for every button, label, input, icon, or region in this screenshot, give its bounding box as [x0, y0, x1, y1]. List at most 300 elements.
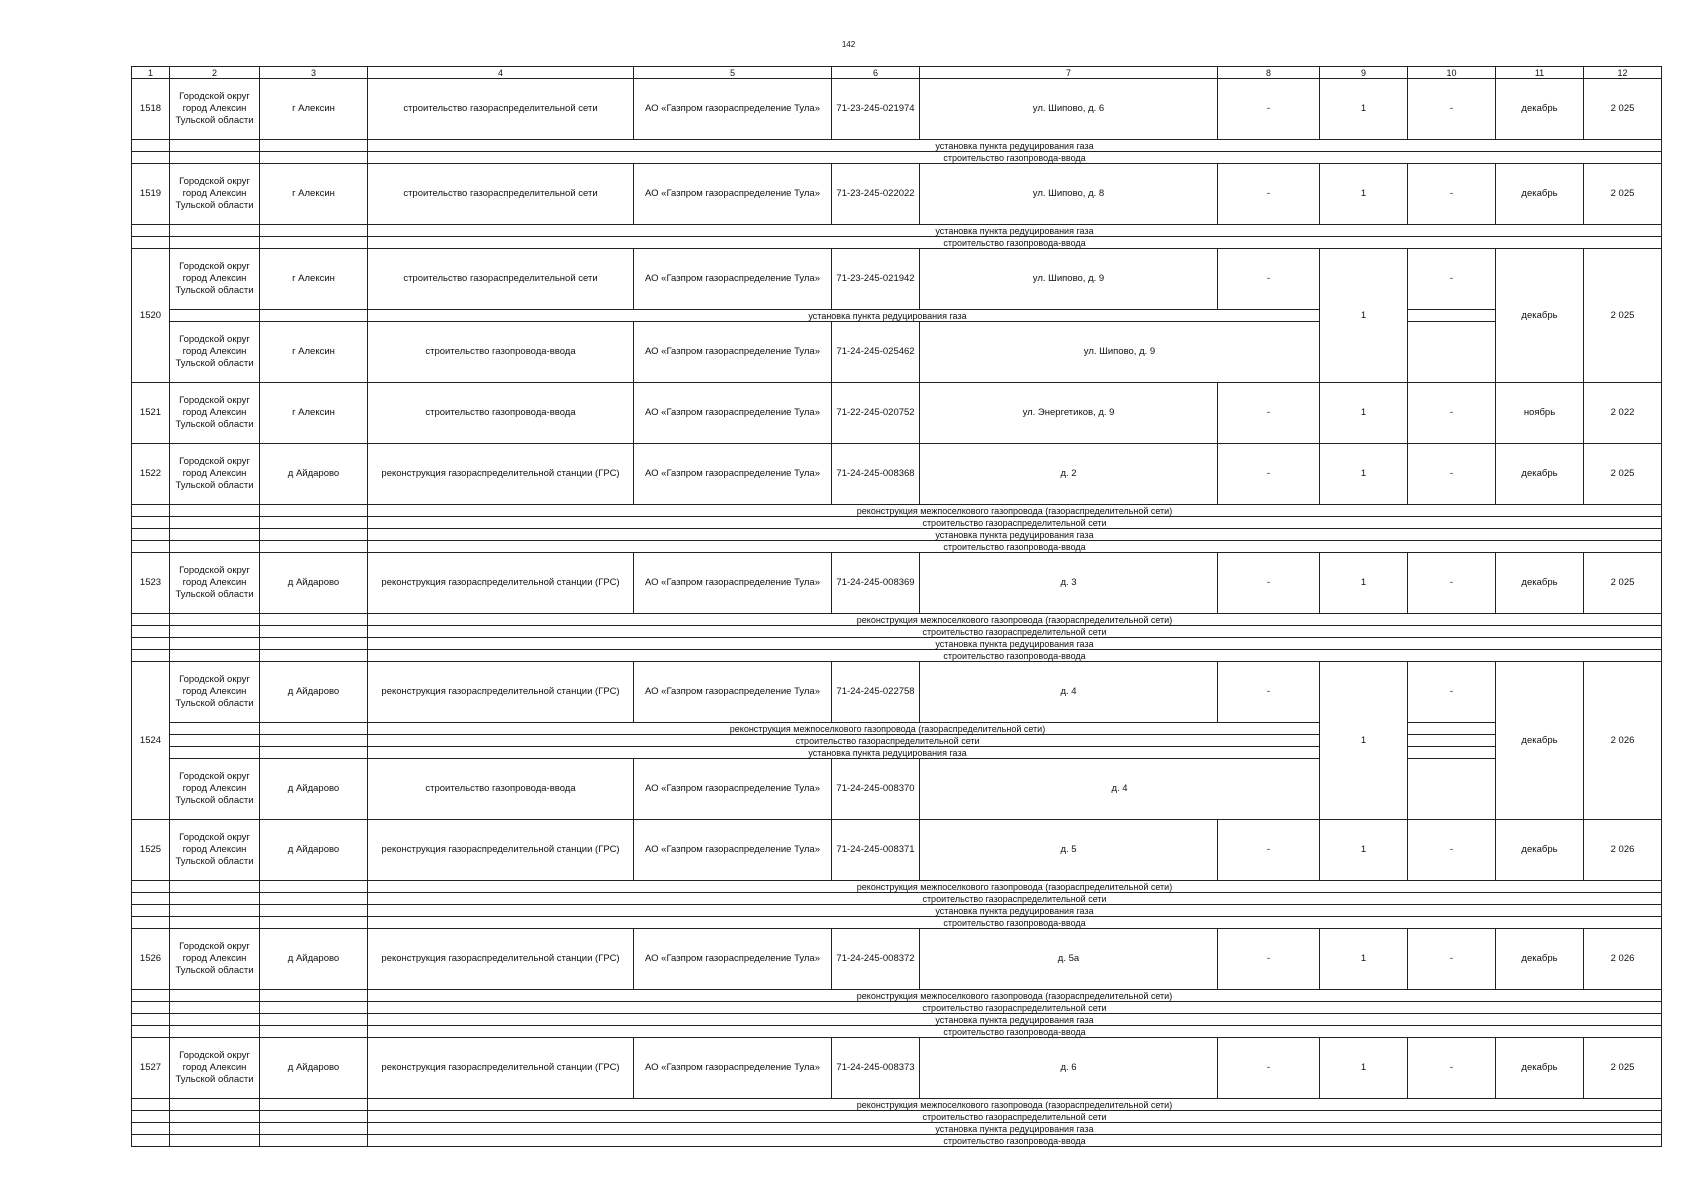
column-header-12: 12 [1584, 67, 1662, 79]
sub-blank-3 [260, 747, 368, 759]
sub-blank-2 [170, 517, 260, 529]
settlement-cell: г Алексин [260, 383, 368, 444]
address-cell: д. 5а [920, 929, 1218, 990]
municipality-cell: Городской округ город Алексин Тульской области [170, 249, 260, 310]
sub-work-text: реконструкция межпоселкового газопровода (газораспределительной сети) [368, 614, 1662, 626]
object-code-cell: 71-24-245-008370 [832, 759, 920, 820]
table-row-group-top [132, 662, 1662, 723]
settlement-cell: г Алексин [260, 322, 368, 383]
object-code-cell: 71-24-245-008369 [832, 553, 920, 614]
sub-blank-1 [132, 140, 170, 152]
sub-blank-2 [170, 152, 260, 164]
sub-blank-1 [132, 529, 170, 541]
year-cell: 2 022 [1584, 383, 1662, 444]
column-header-11: 11 [1496, 67, 1584, 79]
sub-work-text: строительство газораспределительной сети [368, 1002, 1662, 1014]
sub-blank-2 [170, 1099, 260, 1111]
col9-cell: 1 [1320, 383, 1408, 444]
sub-work-text: установка пункта редуцирования газа [368, 225, 1662, 237]
col9-cell: 1 [1320, 164, 1408, 225]
col10-cell: - [1408, 164, 1496, 225]
sub-blank-3 [260, 225, 368, 237]
sub-work-row [132, 723, 1662, 735]
organization-cell: АО «Газпром газораспределение Тула» [634, 164, 832, 225]
municipality-cell: Городской округ город Алексин Тульской области [170, 383, 260, 444]
sub-blank-1 [132, 1014, 170, 1026]
address-cell: ул. Шипово, д. 8 [920, 164, 1218, 225]
year-cell: 2 026 [1584, 820, 1662, 881]
sub-blank-1 [132, 517, 170, 529]
sub-blank-1 [132, 905, 170, 917]
sub-blank-2 [170, 505, 260, 517]
sub-blank-1 [132, 881, 170, 893]
gasification-register-table [131, 66, 1662, 1147]
sub-blank-3 [260, 905, 368, 917]
address-cell: ул. Шипово, д. 9 [920, 249, 1218, 310]
sub-work-row [132, 310, 1662, 322]
sub-blank-1 [132, 638, 170, 650]
col8-cell: - [1218, 249, 1320, 310]
sub-work-row [132, 1014, 1662, 1026]
object-code-cell: 71-23-245-022022 [832, 164, 920, 225]
settlement-cell: д Айдарово [260, 662, 368, 723]
sub-work-text: строительство газораспределительной сети [368, 626, 1662, 638]
sub-blank-2 [170, 529, 260, 541]
sub-blank-1 [132, 225, 170, 237]
col10-cell [1408, 322, 1496, 383]
sub-work-text: реконструкция межпоселкового газопровода (газораспределительной сети) [368, 990, 1662, 1002]
sub-blank-3 [260, 152, 368, 164]
column-header-5: 5 [634, 67, 832, 79]
column-header-4: 4 [368, 67, 634, 79]
sub-blank-10 [1408, 735, 1496, 747]
col10-cell: - [1408, 820, 1496, 881]
table-row [132, 553, 1662, 614]
sub-work-row [132, 1002, 1662, 1014]
table-row-group-bottom [132, 322, 1662, 383]
municipality-cell: Городской округ город Алексин Тульской области [170, 164, 260, 225]
col10-cell: - [1408, 929, 1496, 990]
address-cell: д. 5 [920, 820, 1218, 881]
col10-cell: - [1408, 249, 1496, 310]
work-type-cell: строительство газопровода-ввода [368, 759, 634, 820]
month-cell: декабрь [1496, 1038, 1584, 1099]
month-cell: декабрь [1496, 249, 1584, 383]
sub-work-text: строительство газопровода-ввода [368, 650, 1662, 662]
column-header-2: 2 [170, 67, 260, 79]
address-cell: ул. Энергетиков, д. 9 [920, 383, 1218, 444]
organization-cell: АО «Газпром газораспределение Тула» [634, 929, 832, 990]
col10-cell: - [1408, 383, 1496, 444]
sub-blank-3 [260, 140, 368, 152]
sub-work-row [132, 1099, 1662, 1111]
col10-cell: - [1408, 1038, 1496, 1099]
work-type-cell: строительство газопровода-ввода [368, 383, 634, 444]
month-cell: декабрь [1496, 164, 1584, 225]
work-type-cell: строительство газораспределительной сети [368, 79, 634, 140]
object-code-cell: 71-24-245-008368 [832, 444, 920, 505]
sub-work-text: установка пункта редуцирования газа [368, 747, 1408, 759]
column-number-header [132, 67, 1662, 79]
municipality-cell: Городской округ город Алексин Тульской области [170, 444, 260, 505]
organization-cell: АО «Газпром газораспределение Тула» [634, 79, 832, 140]
table-row [132, 164, 1662, 225]
address-cell: д. 3 [920, 553, 1218, 614]
col9-cell: 1 [1320, 249, 1408, 383]
sub-blank-3 [260, 541, 368, 553]
sub-work-row [132, 747, 1662, 759]
work-type-cell: реконструкция газораспределительной станции (ГРС) [368, 553, 634, 614]
sub-work-row [132, 541, 1662, 553]
col8-cell: - [1218, 383, 1320, 444]
column-header-1: 1 [132, 67, 170, 79]
sub-blank-3 [260, 917, 368, 929]
sub-blank-1 [132, 917, 170, 929]
sub-blank-1 [132, 541, 170, 553]
col8-cell: - [1218, 553, 1320, 614]
row-number: 1526 [132, 929, 170, 990]
object-code-cell: 71-24-245-008373 [832, 1038, 920, 1099]
organization-cell: АО «Газпром газораспределение Тула» [634, 759, 832, 820]
sub-blank-10 [1408, 723, 1496, 735]
sub-blank-1 [132, 1026, 170, 1038]
sub-work-row [132, 881, 1662, 893]
sub-work-row [132, 638, 1662, 650]
sub-blank-1 [132, 893, 170, 905]
address-cell: ул. Шипово, д. 6 [920, 79, 1218, 140]
organization-cell: АО «Газпром газораспределение Тула» [634, 383, 832, 444]
sub-work-text: строительство газопровода-ввода [368, 917, 1662, 929]
sub-work-row [132, 626, 1662, 638]
sub-work-text: установка пункта редуцирования газа [368, 1014, 1662, 1026]
month-cell: декабрь [1496, 820, 1584, 881]
sub-work-row [132, 1123, 1662, 1135]
organization-cell: АО «Газпром газораспределение Тула» [634, 820, 832, 881]
month-cell: ноябрь [1496, 383, 1584, 444]
sub-work-row [132, 990, 1662, 1002]
col9-cell: 1 [1320, 1038, 1408, 1099]
sub-blank-3 [260, 638, 368, 650]
sub-work-text: строительство газопровода-ввода [368, 541, 1662, 553]
organization-cell: АО «Газпром газораспределение Тула» [634, 662, 832, 723]
sub-blank-1 [132, 237, 170, 249]
address-cell: д. 4 [920, 759, 1320, 820]
sub-blank-2 [170, 1002, 260, 1014]
organization-cell: АО «Газпром газораспределение Тула» [634, 1038, 832, 1099]
sub-work-row [132, 225, 1662, 237]
sub-blank-3 [260, 237, 368, 249]
sub-work-text: установка пункта редуцирования газа [368, 905, 1662, 917]
sub-work-row [132, 614, 1662, 626]
sub-work-text: реконструкция межпоселкового газопровода (газораспределительной сети) [368, 881, 1662, 893]
sub-work-row [132, 1135, 1662, 1147]
address-cell: д. 2 [920, 444, 1218, 505]
municipality-cell: Городской округ город Алексин Тульской области [170, 929, 260, 990]
sub-blank-3 [260, 990, 368, 1002]
column-header-9: 9 [1320, 67, 1408, 79]
year-cell: 2 025 [1584, 164, 1662, 225]
row-number: 1522 [132, 444, 170, 505]
address-cell: д. 4 [920, 662, 1218, 723]
sub-blank-3 [260, 529, 368, 541]
column-header-10: 10 [1408, 67, 1496, 79]
municipality-cell: Городской округ город Алексин Тульской области [170, 662, 260, 723]
work-type-cell: реконструкция газораспределительной станции (ГРС) [368, 1038, 634, 1099]
municipality-cell: Городской округ город Алексин Тульской области [170, 1038, 260, 1099]
sub-blank-10 [1408, 310, 1496, 322]
col10-cell: - [1408, 553, 1496, 614]
sub-work-row [132, 1026, 1662, 1038]
object-code-cell: 71-23-245-021974 [832, 79, 920, 140]
sub-work-row [132, 650, 1662, 662]
sub-blank-3 [260, 517, 368, 529]
sub-work-text: строительство газораспределительной сети [368, 517, 1662, 529]
sub-work-row [132, 905, 1662, 917]
sub-work-text: реконструкция межпоселкового газопровода (газораспределительной сети) [368, 723, 1408, 735]
row-number: 1527 [132, 1038, 170, 1099]
table-row [132, 444, 1662, 505]
sub-blank-1 [132, 626, 170, 638]
col8-cell: - [1218, 79, 1320, 140]
municipality-cell: Городской округ город Алексин Тульской области [170, 79, 260, 140]
municipality-cell: Городской округ город Алексин Тульской области [170, 820, 260, 881]
sub-blank-3 [260, 1002, 368, 1014]
settlement-cell: г Алексин [260, 79, 368, 140]
sub-blank-2 [170, 990, 260, 1002]
row-number: 1519 [132, 164, 170, 225]
organization-cell: АО «Газпром газораспределение Тула» [634, 553, 832, 614]
address-cell: д. 6 [920, 1038, 1218, 1099]
sub-work-text: строительство газопровода-ввода [368, 237, 1662, 249]
col9-cell: 1 [1320, 820, 1408, 881]
row-number: 1524 [132, 662, 170, 820]
sub-blank-2 [170, 747, 260, 759]
sub-blank-2 [170, 723, 260, 735]
col9-cell: 1 [1320, 929, 1408, 990]
sub-work-row [132, 517, 1662, 529]
month-cell: декабрь [1496, 444, 1584, 505]
sub-blank-2 [170, 225, 260, 237]
sub-blank-2 [170, 1123, 260, 1135]
year-cell: 2 026 [1584, 662, 1662, 820]
sub-work-text: строительство газопровода-ввода [368, 1026, 1662, 1038]
table-row-group-top [132, 249, 1662, 310]
work-type-cell: строительство газораспределительной сети [368, 249, 634, 310]
year-cell: 2 025 [1584, 79, 1662, 140]
sub-blank-2 [170, 614, 260, 626]
sub-blank-2 [170, 541, 260, 553]
col10-cell: - [1408, 662, 1496, 723]
settlement-cell: г Алексин [260, 164, 368, 225]
sub-work-text: установка пункта редуцирования газа [368, 140, 1662, 152]
object-code-cell: 71-24-245-022758 [832, 662, 920, 723]
sub-blank-2 [170, 893, 260, 905]
organization-cell: АО «Газпром газораспределение Тула» [634, 444, 832, 505]
settlement-cell: д Айдарово [260, 759, 368, 820]
col9-cell: 1 [1320, 79, 1408, 140]
col8-cell: - [1218, 820, 1320, 881]
sub-work-text: установка пункта редуцирования газа [368, 310, 1408, 322]
municipality-cell: Городской округ город Алексин Тульской области [170, 759, 260, 820]
sub-blank-1 [132, 1111, 170, 1123]
sub-work-row [132, 140, 1662, 152]
sub-work-row [132, 735, 1662, 747]
sub-blank-2 [170, 1026, 260, 1038]
table-row [132, 79, 1662, 140]
col8-cell: - [1218, 444, 1320, 505]
year-cell: 2 026 [1584, 929, 1662, 990]
sub-blank-1 [132, 1135, 170, 1147]
work-type-cell: строительство газопровода-ввода [368, 322, 634, 383]
settlement-cell: г Алексин [260, 249, 368, 310]
sub-work-row [132, 893, 1662, 905]
col9-cell: 1 [1320, 444, 1408, 505]
table-row [132, 383, 1662, 444]
column-header-6: 6 [832, 67, 920, 79]
year-cell: 2 025 [1584, 249, 1662, 383]
sub-work-text: строительство газораспределительной сети [368, 735, 1408, 747]
sub-work-row [132, 917, 1662, 929]
sub-blank-2 [170, 917, 260, 929]
sub-blank-1 [132, 614, 170, 626]
municipality-cell: Городской округ город Алексин Тульской области [170, 553, 260, 614]
sub-blank-2 [170, 310, 260, 322]
work-type-cell: строительство газораспределительной сети [368, 164, 634, 225]
month-cell: декабрь [1496, 929, 1584, 990]
sub-blank-1 [132, 990, 170, 1002]
sub-blank-3 [260, 310, 368, 322]
work-type-cell: реконструкция газораспределительной станции (ГРС) [368, 820, 634, 881]
col10-cell: - [1408, 444, 1496, 505]
sub-work-text: строительство газопровода-ввода [368, 1135, 1662, 1147]
sub-work-text: установка пункта редуцирования газа [368, 529, 1662, 541]
work-type-cell: реконструкция газораспределительной станции (ГРС) [368, 662, 634, 723]
sub-blank-3 [260, 1111, 368, 1123]
work-type-cell: реконструкция газораспределительной станции (ГРС) [368, 444, 634, 505]
sub-blank-2 [170, 735, 260, 747]
object-code-cell: 71-22-245-020752 [832, 383, 920, 444]
object-code-cell: 71-24-245-008372 [832, 929, 920, 990]
address-cell: ул. Шипово, д. 9 [920, 322, 1320, 383]
col10-cell: - [1408, 79, 1496, 140]
sub-blank-3 [260, 1099, 368, 1111]
year-cell: 2 025 [1584, 553, 1662, 614]
sub-work-row [132, 152, 1662, 164]
year-cell: 2 025 [1584, 1038, 1662, 1099]
column-header-7: 7 [920, 67, 1218, 79]
sub-blank-1 [132, 152, 170, 164]
col8-cell: - [1218, 662, 1320, 723]
sub-blank-2 [170, 638, 260, 650]
row-number: 1523 [132, 553, 170, 614]
sub-blank-3 [260, 1026, 368, 1038]
sub-work-text: установка пункта редуцирования газа [368, 1123, 1662, 1135]
organization-cell: АО «Газпром газораспределение Тула» [634, 249, 832, 310]
sub-blank-3 [260, 1014, 368, 1026]
sub-blank-1 [132, 505, 170, 517]
row-number: 1520 [132, 249, 170, 383]
col9-cell: 1 [1320, 662, 1408, 820]
sub-work-row [132, 529, 1662, 541]
row-number: 1521 [132, 383, 170, 444]
page-number: 142 [841, 40, 856, 49]
work-type-cell: реконструкция газораспределительной станции (ГРС) [368, 929, 634, 990]
settlement-cell: д Айдарово [260, 553, 368, 614]
col8-cell: - [1218, 929, 1320, 990]
settlement-cell: д Айдарово [260, 444, 368, 505]
sub-work-text: реконструкция межпоселкового газопровода (газораспределительной сети) [368, 1099, 1662, 1111]
sub-blank-1 [132, 1002, 170, 1014]
sub-blank-10 [1408, 747, 1496, 759]
row-number: 1525 [132, 820, 170, 881]
sub-blank-2 [170, 140, 260, 152]
col10-cell [1408, 759, 1496, 820]
sub-work-row [132, 237, 1662, 249]
col8-cell: - [1218, 1038, 1320, 1099]
table-row [132, 1038, 1662, 1099]
sub-blank-3 [260, 1135, 368, 1147]
year-cell: 2 025 [1584, 444, 1662, 505]
month-cell: декабрь [1496, 79, 1584, 140]
sub-blank-3 [260, 893, 368, 905]
month-cell: декабрь [1496, 662, 1584, 820]
column-header-8: 8 [1218, 67, 1320, 79]
sub-blank-2 [170, 626, 260, 638]
table-row-group-bottom [132, 759, 1662, 820]
object-code-cell: 71-23-245-021942 [832, 249, 920, 310]
sub-blank-3 [260, 505, 368, 517]
sub-blank-3 [260, 735, 368, 747]
sub-blank-3 [260, 881, 368, 893]
column-header-3: 3 [260, 67, 368, 79]
row-number: 1518 [132, 79, 170, 140]
sub-blank-1 [132, 650, 170, 662]
sub-blank-2 [170, 1111, 260, 1123]
sub-blank-2 [170, 905, 260, 917]
sub-work-text: строительство газораспределительной сети [368, 1111, 1662, 1123]
col8-cell: - [1218, 164, 1320, 225]
sub-blank-2 [170, 1135, 260, 1147]
sub-blank-3 [260, 1123, 368, 1135]
sub-blank-1 [132, 1123, 170, 1135]
settlement-cell: д Айдарово [260, 820, 368, 881]
sub-work-text: установка пункта редуцирования газа [368, 638, 1662, 650]
sub-blank-2 [170, 650, 260, 662]
municipality-cell: Городской округ город Алексин Тульской области [170, 322, 260, 383]
object-code-cell: 71-24-245-008371 [832, 820, 920, 881]
object-code-cell: 71-24-245-025462 [832, 322, 920, 383]
sub-work-text: реконструкция межпоселкового газопровода (газораспределительной сети) [368, 505, 1662, 517]
organization-cell: АО «Газпром газораспределение Тула» [634, 322, 832, 383]
sub-blank-3 [260, 723, 368, 735]
sub-work-text: строительство газораспределительной сети [368, 893, 1662, 905]
sub-blank-2 [170, 1014, 260, 1026]
table-row [132, 820, 1662, 881]
sub-work-row [132, 505, 1662, 517]
sub-work-row [132, 1111, 1662, 1123]
sub-work-text: строительство газопровода-ввода [368, 152, 1662, 164]
sub-blank-3 [260, 614, 368, 626]
sub-blank-2 [170, 237, 260, 249]
sub-blank-1 [132, 1099, 170, 1111]
table-row [132, 929, 1662, 990]
sub-blank-3 [260, 626, 368, 638]
sub-blank-2 [170, 881, 260, 893]
settlement-cell: д Айдарово [260, 929, 368, 990]
col9-cell: 1 [1320, 553, 1408, 614]
month-cell: декабрь [1496, 553, 1584, 614]
sub-blank-3 [260, 650, 368, 662]
